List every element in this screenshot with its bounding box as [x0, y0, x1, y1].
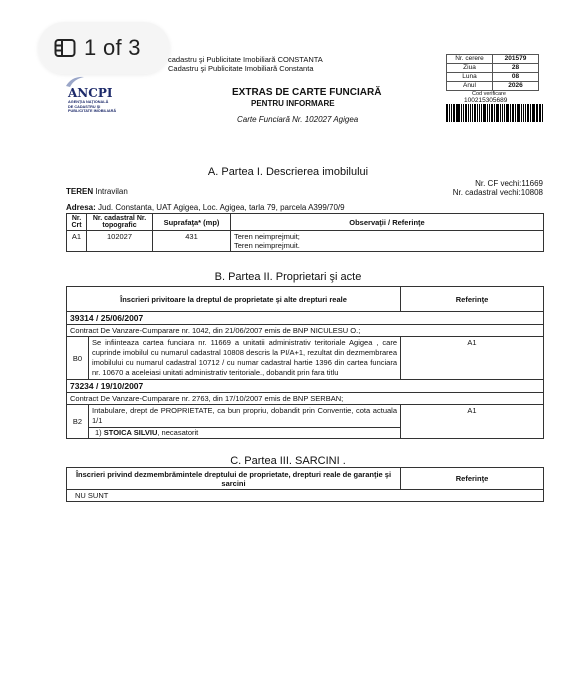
barcode-bar	[457, 104, 460, 122]
part-a-table	[66, 213, 544, 252]
cf-number: Carte Funciară Nr. 102027 Agigea	[237, 115, 359, 124]
meta-key: Anul	[447, 82, 493, 91]
barcode-bar	[536, 104, 537, 122]
entry-1-body	[67, 337, 401, 380]
part-b-title-text: B. Partea II. Proprietari şi acte	[214, 271, 362, 283]
property-type-teren: TEREN	[66, 187, 94, 196]
meta-key: Luna	[447, 73, 493, 82]
barcode-bar	[527, 104, 529, 122]
entry-2-code: B2	[67, 405, 89, 438]
col-referinte: Referinţe	[401, 287, 544, 312]
obs-line-1: Teren neimprejmuit;	[234, 232, 300, 241]
barcode-bar	[542, 104, 543, 122]
col-referinte-c: Referinţe	[401, 468, 544, 490]
barcode-bar	[470, 104, 471, 122]
address-value: Jud. Constanta, UAT Agigea, Loc. Agigea, tarla 79, parcela A399/70/9	[98, 203, 345, 212]
barcode-bar	[483, 104, 486, 122]
col-sarcini: Înscrieri privind dezmembrămintele dreptului de proprietate, drepturi reale de garanţie şi sarcini	[67, 468, 401, 490]
entry-2-body	[67, 405, 401, 439]
cell-obs	[231, 231, 544, 252]
logo-sub-1: AGENŢIA NAŢIONALĂ	[68, 100, 109, 104]
entry-1-ref: A1	[401, 337, 544, 380]
logo-sub-2: DE CADASTRU ŞI	[68, 104, 101, 109]
page-indicator[interactable]	[38, 22, 170, 74]
doc-title: EXTRAS DE CARTE FUNCIARĂ	[232, 87, 382, 98]
entry-1-text: Se infiinteaza cartea funciara nr. 11669 a unitatii administrativ teritoriale Agigea , care cuprinde imobilul cu numarul cadastral 10808 descris la PI/A+1, rezultat din dezmembrarea imobilului cu numarul cadastral 10712 / cu numar cadastral hartie 1396 din cartea funciara nr. 10670 a aceleiasi unitati administrativ teritoriale., dobandit prin fara titlu	[92, 338, 397, 377]
barcode-bar	[461, 104, 462, 122]
entry-1-code: B0	[67, 337, 89, 379]
barcode-bar	[463, 104, 464, 122]
obs-line-2: Teren neimprejmuit.	[234, 241, 300, 250]
table-row	[67, 490, 544, 502]
barcode-bar	[446, 104, 448, 122]
barcode-bar	[518, 104, 520, 122]
owner-name: STOICA SILVIU	[103, 428, 158, 437]
sarcini-value: NU SUNT	[67, 490, 544, 502]
col-suprafata: Suprafaţa* (mp)	[153, 214, 231, 231]
col-nr-crt: Nr. Crt	[67, 214, 87, 231]
pages-icon	[54, 38, 76, 58]
meta-key: Ziua	[447, 64, 493, 73]
barcode-bar	[479, 104, 480, 122]
part-b-table	[66, 286, 544, 439]
barcode-bar	[537, 104, 538, 122]
table-row	[67, 231, 544, 252]
entry-2-number: 73234 / 19/10/2007	[67, 380, 544, 393]
barcode-bar	[474, 104, 476, 122]
barcode-bar	[496, 104, 497, 122]
barcode-bar	[504, 104, 505, 122]
barcode-bar	[449, 104, 450, 122]
logo-text: ANCPI	[68, 86, 113, 100]
page-indicator-text: 1 of 3	[84, 35, 141, 60]
owner-line	[89, 427, 400, 438]
verification-label: Cod verificare	[472, 91, 506, 97]
part-c-title	[0, 455, 576, 467]
barcode-bar	[481, 104, 482, 122]
barcode-bar	[494, 104, 495, 122]
ancpi-logo	[60, 74, 130, 122]
meta-value: 201579	[493, 55, 539, 64]
barcode-bar	[477, 104, 479, 122]
barcode-bar	[500, 104, 501, 122]
barcode	[446, 104, 544, 122]
barcode-bar	[456, 104, 457, 122]
cell-cad: 102027	[87, 231, 153, 252]
entry-2-text: Intabulare, drept de PROPRIETATE, ca bun propriu, dobandit prin Conventie, cota actuala 1/1	[92, 406, 397, 425]
entry-1-number: 39314 / 25/06/2007	[67, 312, 544, 325]
col-cadastral: Nr. cadastral Nr. topografic	[87, 214, 153, 231]
barcode-bar	[497, 104, 499, 122]
meta-value: 08	[493, 73, 539, 82]
barcode-bar	[510, 104, 511, 122]
request-meta-table	[446, 54, 539, 91]
barcode-bar	[525, 104, 526, 122]
col-inscrieri: Înscrieri privitoare la dreptul de proprietate şi alte drepturi reale	[67, 287, 401, 312]
logo-sub-3: PUBLICITATE IMOBILIARĂ	[68, 109, 117, 113]
barcode-bar	[465, 104, 467, 122]
address-label: Adresa:	[66, 203, 96, 212]
entry-2-ref: A1	[401, 405, 544, 439]
property-type-zone: Intravilan	[95, 187, 128, 196]
barcode-bar	[491, 104, 493, 122]
barcode-bar	[539, 104, 541, 122]
barcode-bar	[506, 104, 509, 122]
part-c-table	[66, 467, 544, 502]
barcode-bar	[453, 104, 455, 122]
header-office-line1: cadastru şi Publicitate Imobiliară CONSTANTA	[168, 55, 323, 64]
doc-subtitle: PENTRU INFORMARE	[251, 99, 335, 108]
meta-value: 2026	[493, 82, 539, 91]
part-a-title-text: A. Partea I. Descrierea imobilului	[207, 166, 369, 178]
barcode-bar	[468, 104, 469, 122]
cf-old: Nr. CF vechi:11669	[475, 179, 543, 188]
barcode-bar	[515, 104, 516, 122]
property-type	[66, 187, 128, 196]
barcode-bar	[451, 104, 452, 122]
owner-index: 1)	[95, 428, 102, 437]
barcode-bar	[523, 104, 524, 122]
cadastral-old: Nr. cadastral vechi:10808	[452, 188, 543, 197]
barcode-bar	[521, 104, 522, 122]
entry-1-contract: Contract De Vanzare-Cumparare nr. 1042, din 21/06/2007 emis de BNP NICULESU O.;	[67, 325, 544, 337]
barcode-bar	[472, 104, 473, 122]
part-a-title	[0, 166, 576, 178]
address-line	[66, 203, 345, 212]
barcode-bar	[512, 104, 514, 122]
cell-supr: 431	[153, 231, 231, 252]
col-observatii: Observaţii / Referinţe	[231, 214, 544, 231]
barcode-bar	[517, 104, 518, 122]
part-b-title	[0, 271, 576, 283]
entry-2-contract: Contract De Vanzare-Cumparare nr. 2763, din 17/10/2007 emis de BNP SERBAN;	[67, 393, 544, 405]
barcode-bar	[502, 104, 503, 122]
barcode-bar	[532, 104, 535, 122]
meta-value: 28	[493, 64, 539, 73]
barcode-bar	[489, 104, 490, 122]
barcode-bar	[530, 104, 531, 122]
header-office-line2: Cadastru şi Publicitate Imobiliară Constanta	[168, 64, 314, 73]
barcode-bar	[487, 104, 488, 122]
owner-status: , necasatorit	[157, 428, 199, 437]
verification-code: 100215305689	[464, 97, 508, 104]
meta-key: Nr. cerere	[447, 55, 493, 64]
part-c-title-text: C. Partea III. SARCINI .	[230, 455, 346, 467]
cell-crt: A1	[67, 231, 87, 252]
